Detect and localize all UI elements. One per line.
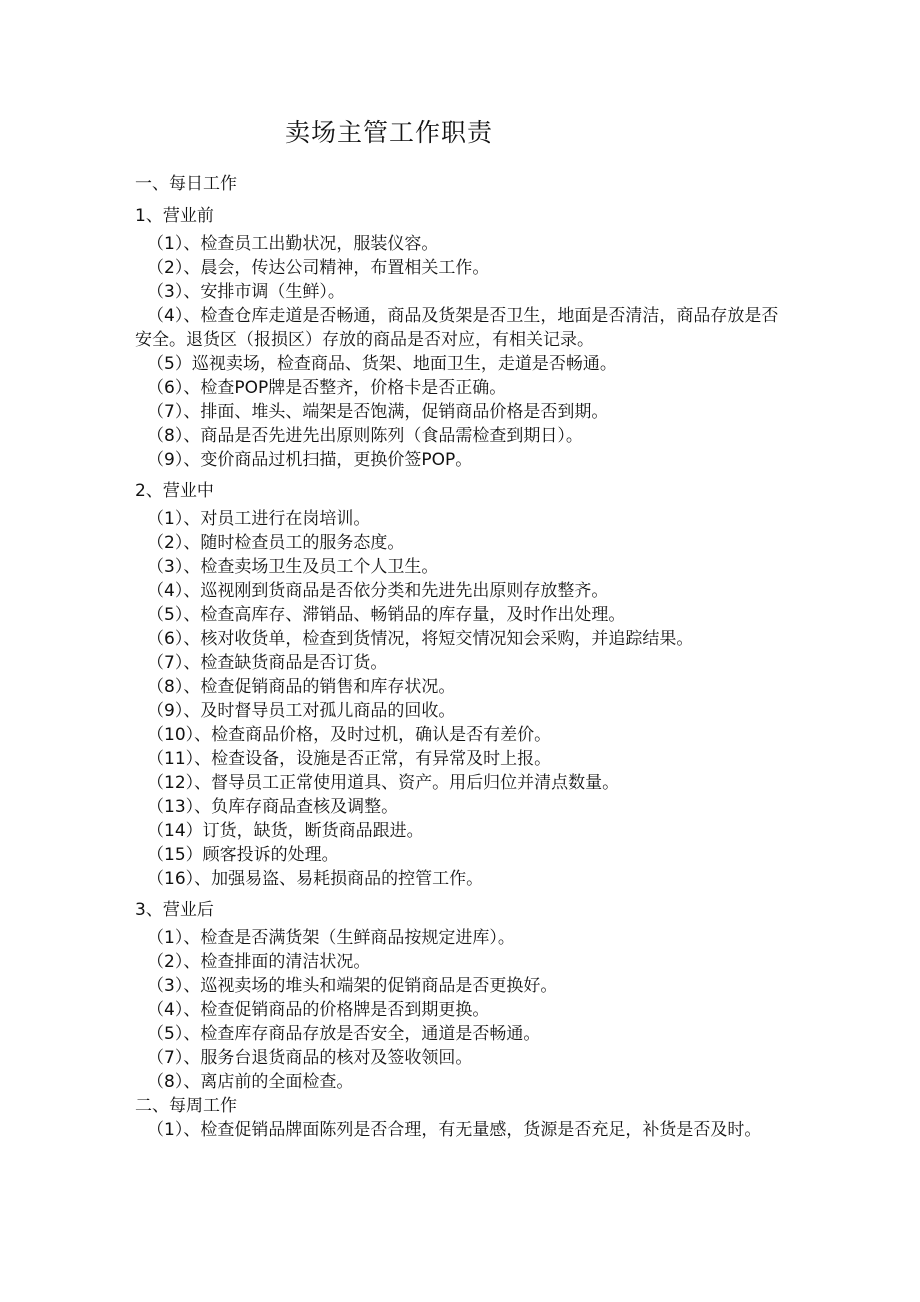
list-item: （1）、检查促销品牌面陈列是否合理，有无量感，货源是否充足，补货是否及时。 [147,1120,762,1140]
page-title: 卖场主管工作职责 [285,118,494,147]
list-item: （5）巡视卖场，检查商品、货架、地面卫生，走道是否畅通。 [147,354,617,374]
weekly-list [135,1118,795,1142]
list-item: （3）、检查卖场卫生及员工个人卫生。 [147,557,439,577]
list-item: （4）、巡视刚到货商品是否依分类和先进先出原则存放整齐。 [147,581,609,601]
list-item: （6）、核对收货单，检查到货情况，将短交情况知会采购，并追踪结果。 [147,629,694,649]
list-item: （1）、检查是否满货架（生鲜商品按规定进库）。 [147,928,515,948]
list-item: （7）、服务台退货商品的核对及签收领回。 [147,1048,473,1068]
list-item: （1）、对员工进行在岗培训。 [147,509,371,529]
subsection-heading-before: 1、营业前 [135,206,214,226]
list-item: （4）、检查仓库走道是否畅通，商品及货架是否卫生，地面是否清洁，商品存放是否安全。退货区（报损区）存放的商品是否对应，有相关记录。 [135,306,779,350]
list-item: （2）、检查排面的清洁状况。 [147,952,371,972]
section-heading-daily: 一、每日工作 [135,174,237,194]
before-list [135,232,795,472]
list-item: （4）、检查促销商品的价格牌是否到期更换。 [147,1000,490,1020]
list-item: （7）、检查缺货商品是否订货。 [147,653,388,673]
list-item: （5）、检查高库存、滞销品、畅销品的库存量，及时作出处理。 [147,605,626,625]
list-item: （8）、商品是否先进先出原则陈列（食品需检查到期日）。 [147,426,583,446]
after-list [135,926,795,1094]
list-item: （10）、检查商品价格，及时过机，确认是否有差价。 [147,725,552,745]
list-item: （3）、巡视卖场的堆头和端架的促销商品是否更换好。 [147,976,558,996]
list-item: （1）、检查员工出勤状况，服装仪容。 [147,234,439,254]
list-item: （5）、检查库存商品存放是否安全，通道是否畅通。 [147,1024,541,1044]
section-heading-weekly: 二、每周工作 [135,1096,237,1116]
list-item: （8）、检查促销商品的销售和库存状况。 [147,677,456,697]
subsection-heading-during: 2、营业中 [135,481,214,501]
list-item: （6）、检查POP牌是否整齐，价格卡是否正确。 [147,378,507,398]
list-item: （2）、晨会，传达公司精神，布置相关工作。 [147,258,490,278]
list-item: （12）、督导员工正常使用道具、资产。用后归位并清点数量。 [147,773,620,793]
list-item: （3）、安排市调（生鲜）。 [147,282,345,302]
list-item: （8）、离店前的全面检查。 [147,1072,354,1092]
during-list [135,507,795,891]
list-item: （9）、变价商品过机扫描，更换价签POP。 [147,450,473,470]
document-body [135,168,795,1142]
list-item: （14）订货，缺货，断货商品跟进。 [147,821,424,841]
list-item: （2）、随时检查员工的服务态度。 [147,533,405,553]
list-item: （11）、检查设备，设施是否正常，有异常及时上报。 [147,749,552,769]
subsection-heading-after: 3、营业后 [135,900,214,920]
list-item: （16）、加强易盗、易耗损商品的控管工作。 [147,869,484,889]
list-item: （7）、排面、堆头、端架是否饱满，促销商品价格是否到期。 [147,402,609,422]
list-item: （9）、及时督导员工对孤儿商品的回收。 [147,701,456,721]
list-item: （15）顾客投诉的处理。 [147,845,339,865]
list-item: （13）、负库存商品查核及调整。 [147,797,399,817]
